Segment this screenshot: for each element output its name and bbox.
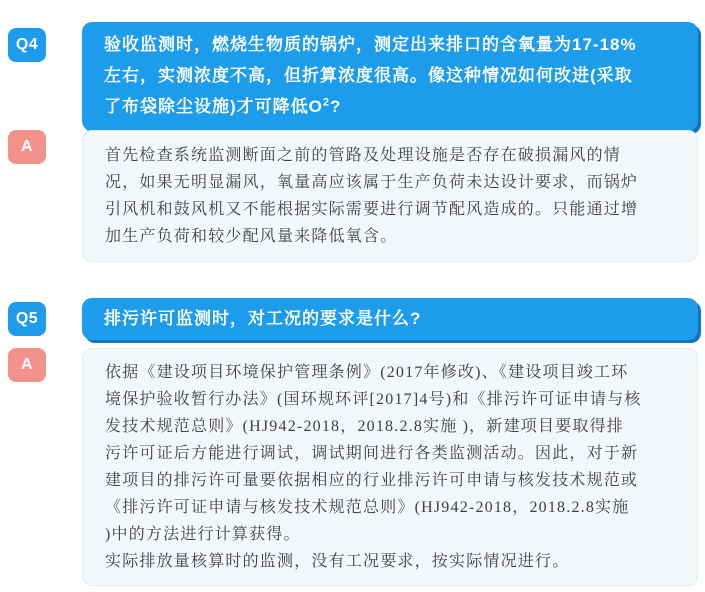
question-box-q4 (82, 22, 698, 131)
question-badge-q4: Q4 (8, 28, 46, 62)
answer-line: )中的方法进行计算获得。 (105, 526, 301, 543)
answer-line: 建项目的排污许可量要依据相应的行业排污许可申请与核发技术规范或 (105, 472, 639, 489)
answer-line: 污许可证后方能进行调试，调试期间进行各类监测活动。因此，对于新 (105, 445, 639, 462)
question-line-with-superscript (104, 91, 686, 122)
answer-line: 实际排放量核算时的监测，没有工况要求，按实际情况进行。 (105, 553, 570, 570)
question-line-prefix: 了布袋除尘设施)才可降低O (104, 97, 323, 116)
question-line-suffix: ? (330, 97, 342, 116)
answer-line: 引风机和鼓风机又不能根据实际需要进行调节配风造成的。只能通过增 (105, 201, 639, 218)
question-box-q5 (82, 298, 698, 340)
question-badge-q5: Q5 (8, 302, 46, 336)
question-line: 左右，实测浓度不高，但折算浓度很高。像这种情况如何改进(采取 (104, 66, 633, 85)
answer-box-a5 (82, 348, 698, 586)
answer-line: 发技术规范总则》(HJ942-2018，2018.2.8实施 )，新建项目要取得排 (105, 418, 624, 435)
superscript-2: 2 (322, 96, 331, 109)
answer-box-a4 (82, 130, 698, 262)
answer-line: 《排污许可证申请与核发技术规范总则》(HJ942-2018，2018.2.8实施 (105, 499, 630, 516)
question-line: 排污许可监测时，对工况的要求是什么? (104, 309, 422, 328)
answer-line: 境保护验收暂行办法》(国环规环评[2017]4号)和《排污许可证申请与核 (105, 391, 642, 408)
question-line: 验收监测时，燃烧生物质的锅炉，测定出来排口的含氧量为17-18% (104, 35, 637, 54)
answer-badge-a5: A (8, 348, 46, 382)
answer-line: 况，如果无明显漏风，氧量高应该属于生产负荷未达设计要求，而锅炉 (105, 174, 639, 191)
answer-line: 加生产负荷和较少配风量来降低氧含。 (105, 228, 398, 245)
answer-line: 首先检查系统监测断面之前的管路及处理设施是否存在破损漏风的情 (105, 147, 622, 164)
answer-line: 依据《建设项目环境保护管理条例》(2017年修改)、《建设项目竣工环 (105, 364, 629, 381)
answer-badge-a4: A (8, 130, 46, 164)
